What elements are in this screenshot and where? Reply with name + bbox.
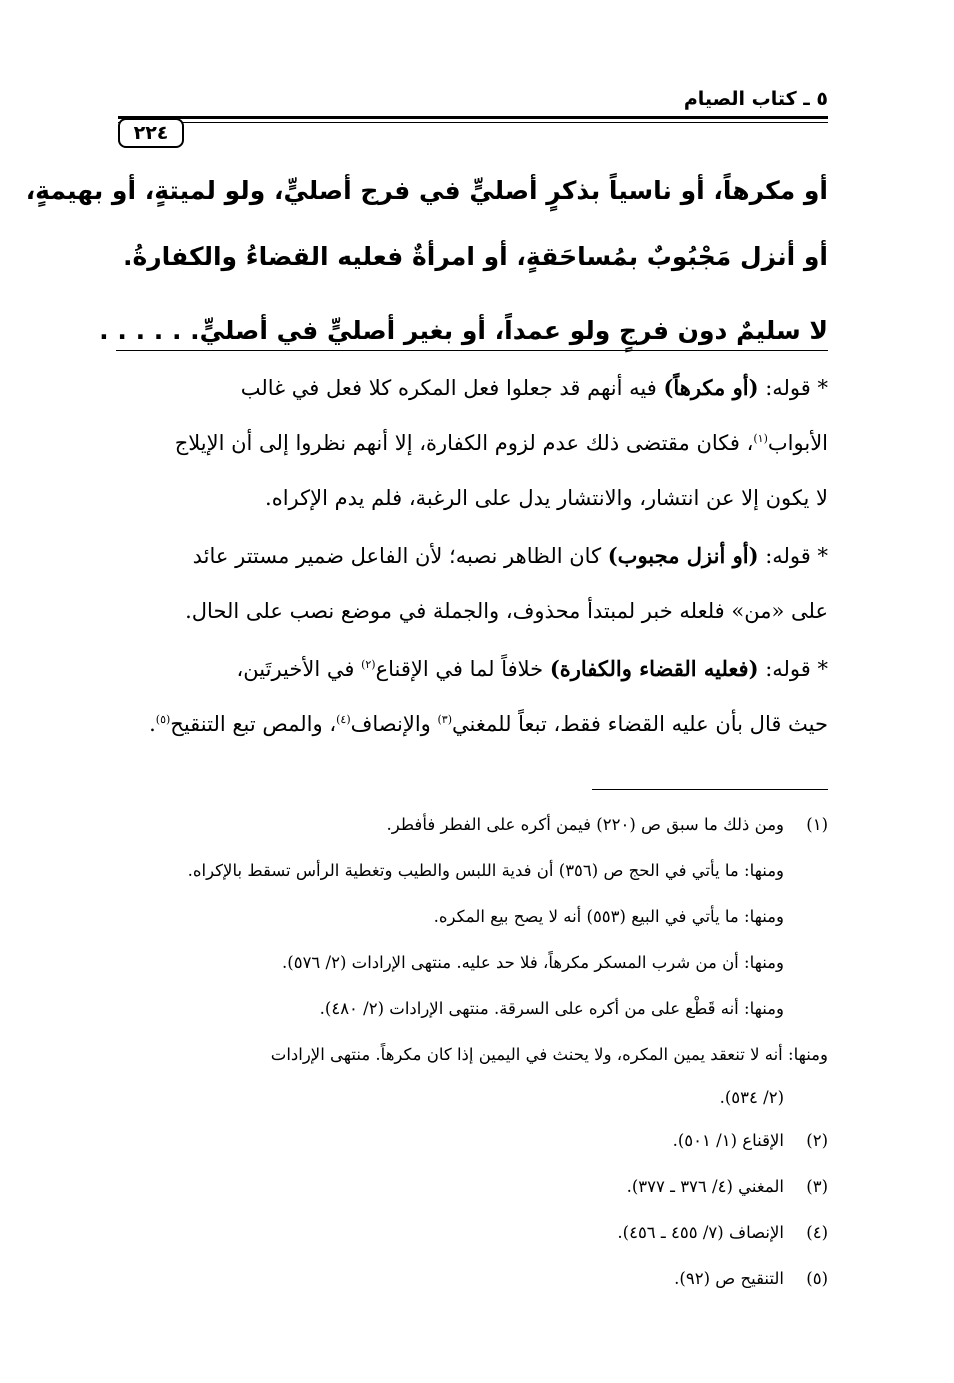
commentary-lead: * قوله:	[758, 376, 828, 400]
quoted-phrase: (أو مكرهاً)	[663, 375, 759, 400]
footnote-item	[116, 1118, 828, 1164]
footnote-number: (٤)	[806, 1223, 828, 1242]
commentary-text: ، فكان مقتضى ذلك عدم لزوم الكفارة، إلا أنهم نظروا إلى أن الإيلاج	[174, 431, 754, 455]
commentary-text: والإنصاف	[350, 712, 438, 736]
footnote-number: (٣)	[806, 1177, 828, 1196]
footnote-text: الإقناع (١/ ٥٠١).	[672, 1131, 784, 1150]
commentary-lead: * قوله:	[758, 657, 828, 681]
footnote-subitem-cont: (٢/ ٥٣٤).	[719, 1088, 784, 1107]
footnote-subitem: ومنها: أنه قَطْع على من أكره على السرقة. منتهى الإرادات (٢/ ٤٨٠).	[319, 999, 784, 1018]
main-text-line: أو أنزل مَجْبُوبٌ بمُساحَقةٍ، أو امرأةٌ فعليه القضاءُ والكفارةُ.	[123, 242, 828, 271]
chapter-title: ٥ ـ كتاب الصيام	[683, 88, 828, 110]
commentary-line	[116, 528, 828, 584]
footnote-item	[116, 1256, 828, 1302]
commentary	[116, 360, 828, 752]
commentary-text: الأبواب	[767, 431, 828, 455]
footnote-ref[interactable]: (٢)	[361, 658, 376, 671]
footnote-text: ومن ذلك ما سبق ص (٢٢٠) فيمن أكره على الفطر فأفطر.	[386, 815, 784, 834]
commentary-text: خلافاً لما في الإقناع	[375, 657, 550, 681]
main-text-line: لا سليمٌ دون فرجٍ ولو عمداً، أو بغير أصليٍّ في أصليٍّ. . . . . .	[99, 316, 828, 345]
commentary-lead: * قوله:	[758, 544, 828, 568]
footnote-ref[interactable]: (١)	[753, 432, 768, 445]
commentary-line	[116, 641, 828, 697]
footnote-ref[interactable]: (٤)	[336, 713, 351, 726]
footnote-ref[interactable]: (٣)	[437, 713, 452, 726]
page-header	[118, 88, 828, 148]
commentary-text: فيه أنهم قد جعلوا فعل المكره كلا فعل في غالب	[240, 376, 664, 400]
commentary-line	[116, 697, 828, 752]
main-text	[25, 158, 828, 364]
commentary-text: حيث قال بأن عليه القضاء فقط، تبعاً للمغني	[452, 712, 828, 736]
footnote-text: التنقيح ص (٩٢).	[674, 1269, 784, 1288]
main-text-divider	[116, 350, 828, 351]
footnote-subitem: ومنها: ما يأتي في البيع (٥٥٣) أنه لا يصح بيع المكره.	[433, 907, 784, 926]
footnote-item	[116, 1210, 828, 1256]
commentary-line	[116, 360, 828, 416]
page-number: ٢٢٤	[118, 118, 184, 148]
footnote-subitem: ومنها: أنه لا تنعقد يمين المكره، ولا يحنث في اليمين إذا كان مكرهاً. منتهى الإرادات	[270, 1045, 828, 1064]
header-rule	[118, 116, 828, 123]
footnote-subitem: ومنها: ما يأتي في الحج ص (٣٥٦) أن فدية اللبس والطيب وتغطية الرأس تسقط بالإكراه.	[187, 861, 784, 880]
footnote-item	[116, 802, 828, 848]
footnote-ref[interactable]: (٥)	[155, 713, 171, 726]
quoted-phrase: (فعليه القضاء والكفارة)	[549, 656, 759, 681]
commentary-text: ، والمص تبع التنقيح	[170, 712, 337, 736]
commentary-line: على «من» فلعله خبر لمبتدأ محذوف، والجملة في موضع نصب على الحال.	[185, 599, 828, 623]
commentary-line	[116, 416, 828, 471]
footnote-number: (٥)	[806, 1269, 828, 1288]
footnotes	[116, 802, 828, 1302]
commentary-text: كان الظاهر نصبه؛ لأن الفاعل ضمير مستتر عائد	[192, 544, 608, 568]
footnote-subitem: ومنها: أن من شرب المسكر مكرهاً، فلا حد عليه. منتهى الإرادات (٢/ ٥٧٦).	[282, 953, 784, 972]
footnote-number: (١)	[806, 815, 828, 834]
quoted-phrase: (أو أنزل مجبوب)	[607, 543, 759, 568]
footnote-text: الإنصاف (٧/ ٤٥٥ ـ ٤٥٦).	[617, 1223, 784, 1242]
footnote-number: (٢)	[806, 1131, 828, 1150]
footnote-item	[116, 1164, 828, 1210]
commentary-text: في الأخيرتَين،	[236, 657, 362, 681]
footnote-divider	[592, 789, 828, 790]
main-text-line: أو مكرهاً، أو ناسياً بذكرٍ أصليٍّ في فرج أصليٍّ، ولو لميتةٍ، أو بهيمةٍ،	[25, 176, 828, 205]
commentary-text: .	[149, 712, 156, 736]
footnote-text: المغني (٤/ ٣٧٦ ـ ٣٧٧).	[626, 1177, 784, 1196]
commentary-line: لا يكون إلا عن انتشار، والانتشار يدل على الرغبة، فلم يدم الإكراه.	[265, 486, 828, 510]
